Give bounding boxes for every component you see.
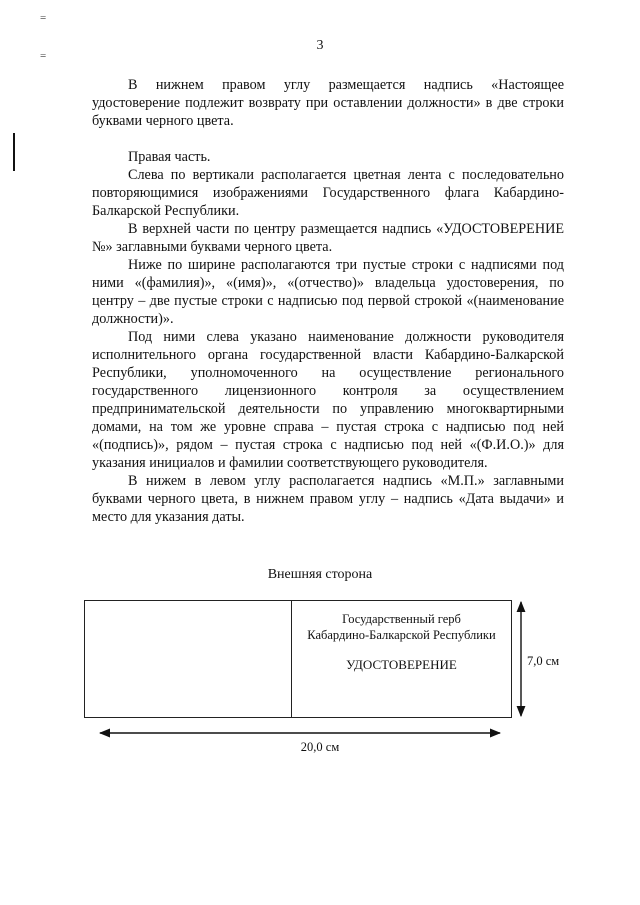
paragraph-4: В верхней части по центру размещается надпись «УДОСТОВЕРЕНИЕ №» заглавными буквами черного цвета. <box>92 221 564 255</box>
paragraph-5: Ниже по ширине располагаются три пустые строки с надписями под ними «(фамилия)», «(имя)», «(отчество)» владельца удостоверения, по центру – две пустые строки с надписью под первой строкой «(наименование должности)». <box>92 257 564 327</box>
card-right-panel <box>292 601 511 717</box>
emblem-line-1: Государственный герб <box>342 612 461 626</box>
margin-bar <box>13 133 15 171</box>
card-title: УДОСТОВЕРЕНИЕ <box>346 657 457 672</box>
paragraph-2: Правая часть. <box>128 149 211 165</box>
paragraph-6: Под ними слева указано наименование должности руководителя исполнительного органа государственной власти Кабардино-Балкарской Республики, уполномоченного на осуществление регионального государственного лицензионного контроля за осуществлением предпринимательской деятельности по управлению многоквартирными домами, на том же уровне справа – пустая строка с надписью под ней «(подпись)», рядом – пустая строка с надписью под ней «(Ф.И.О.)» для указания инициалов и фамилии соответствующего руководителя. <box>92 329 564 471</box>
margin-mark-second: = <box>40 50 47 62</box>
emblem-line-2: Кабардино-Балкарской Республики <box>307 628 496 642</box>
document-body <box>92 76 564 526</box>
height-label: 7,0 см <box>527 654 560 668</box>
emblem-caption <box>292 611 511 643</box>
figure-title: Внешняя сторона <box>267 567 373 582</box>
paragraph-1: В нижнем правом углу размещается надпись «Настоящее удостоверение подлежит возврату при оставлении должности» в две строки буквами черного цвета. <box>92 77 564 129</box>
certificate-outer-side <box>84 600 512 718</box>
card-left-panel <box>85 601 292 717</box>
width-label: 20,0 см <box>300 740 340 754</box>
page-number: 3 <box>316 38 324 53</box>
paragraph-3: Слева по вертикали располагается цветная лента с последовательно повторяющимися изображениями Государственного флага Кабардино-Балкарской Республики. <box>92 167 564 219</box>
paragraph-7: В нижем в левом углу располагается надпись «М.П.» заглавными буквами черного цвета, в нижнем правом углу – надпись «Дата выдачи» и место для указания даты. <box>92 473 564 525</box>
margin-mark-top: = <box>40 12 47 24</box>
